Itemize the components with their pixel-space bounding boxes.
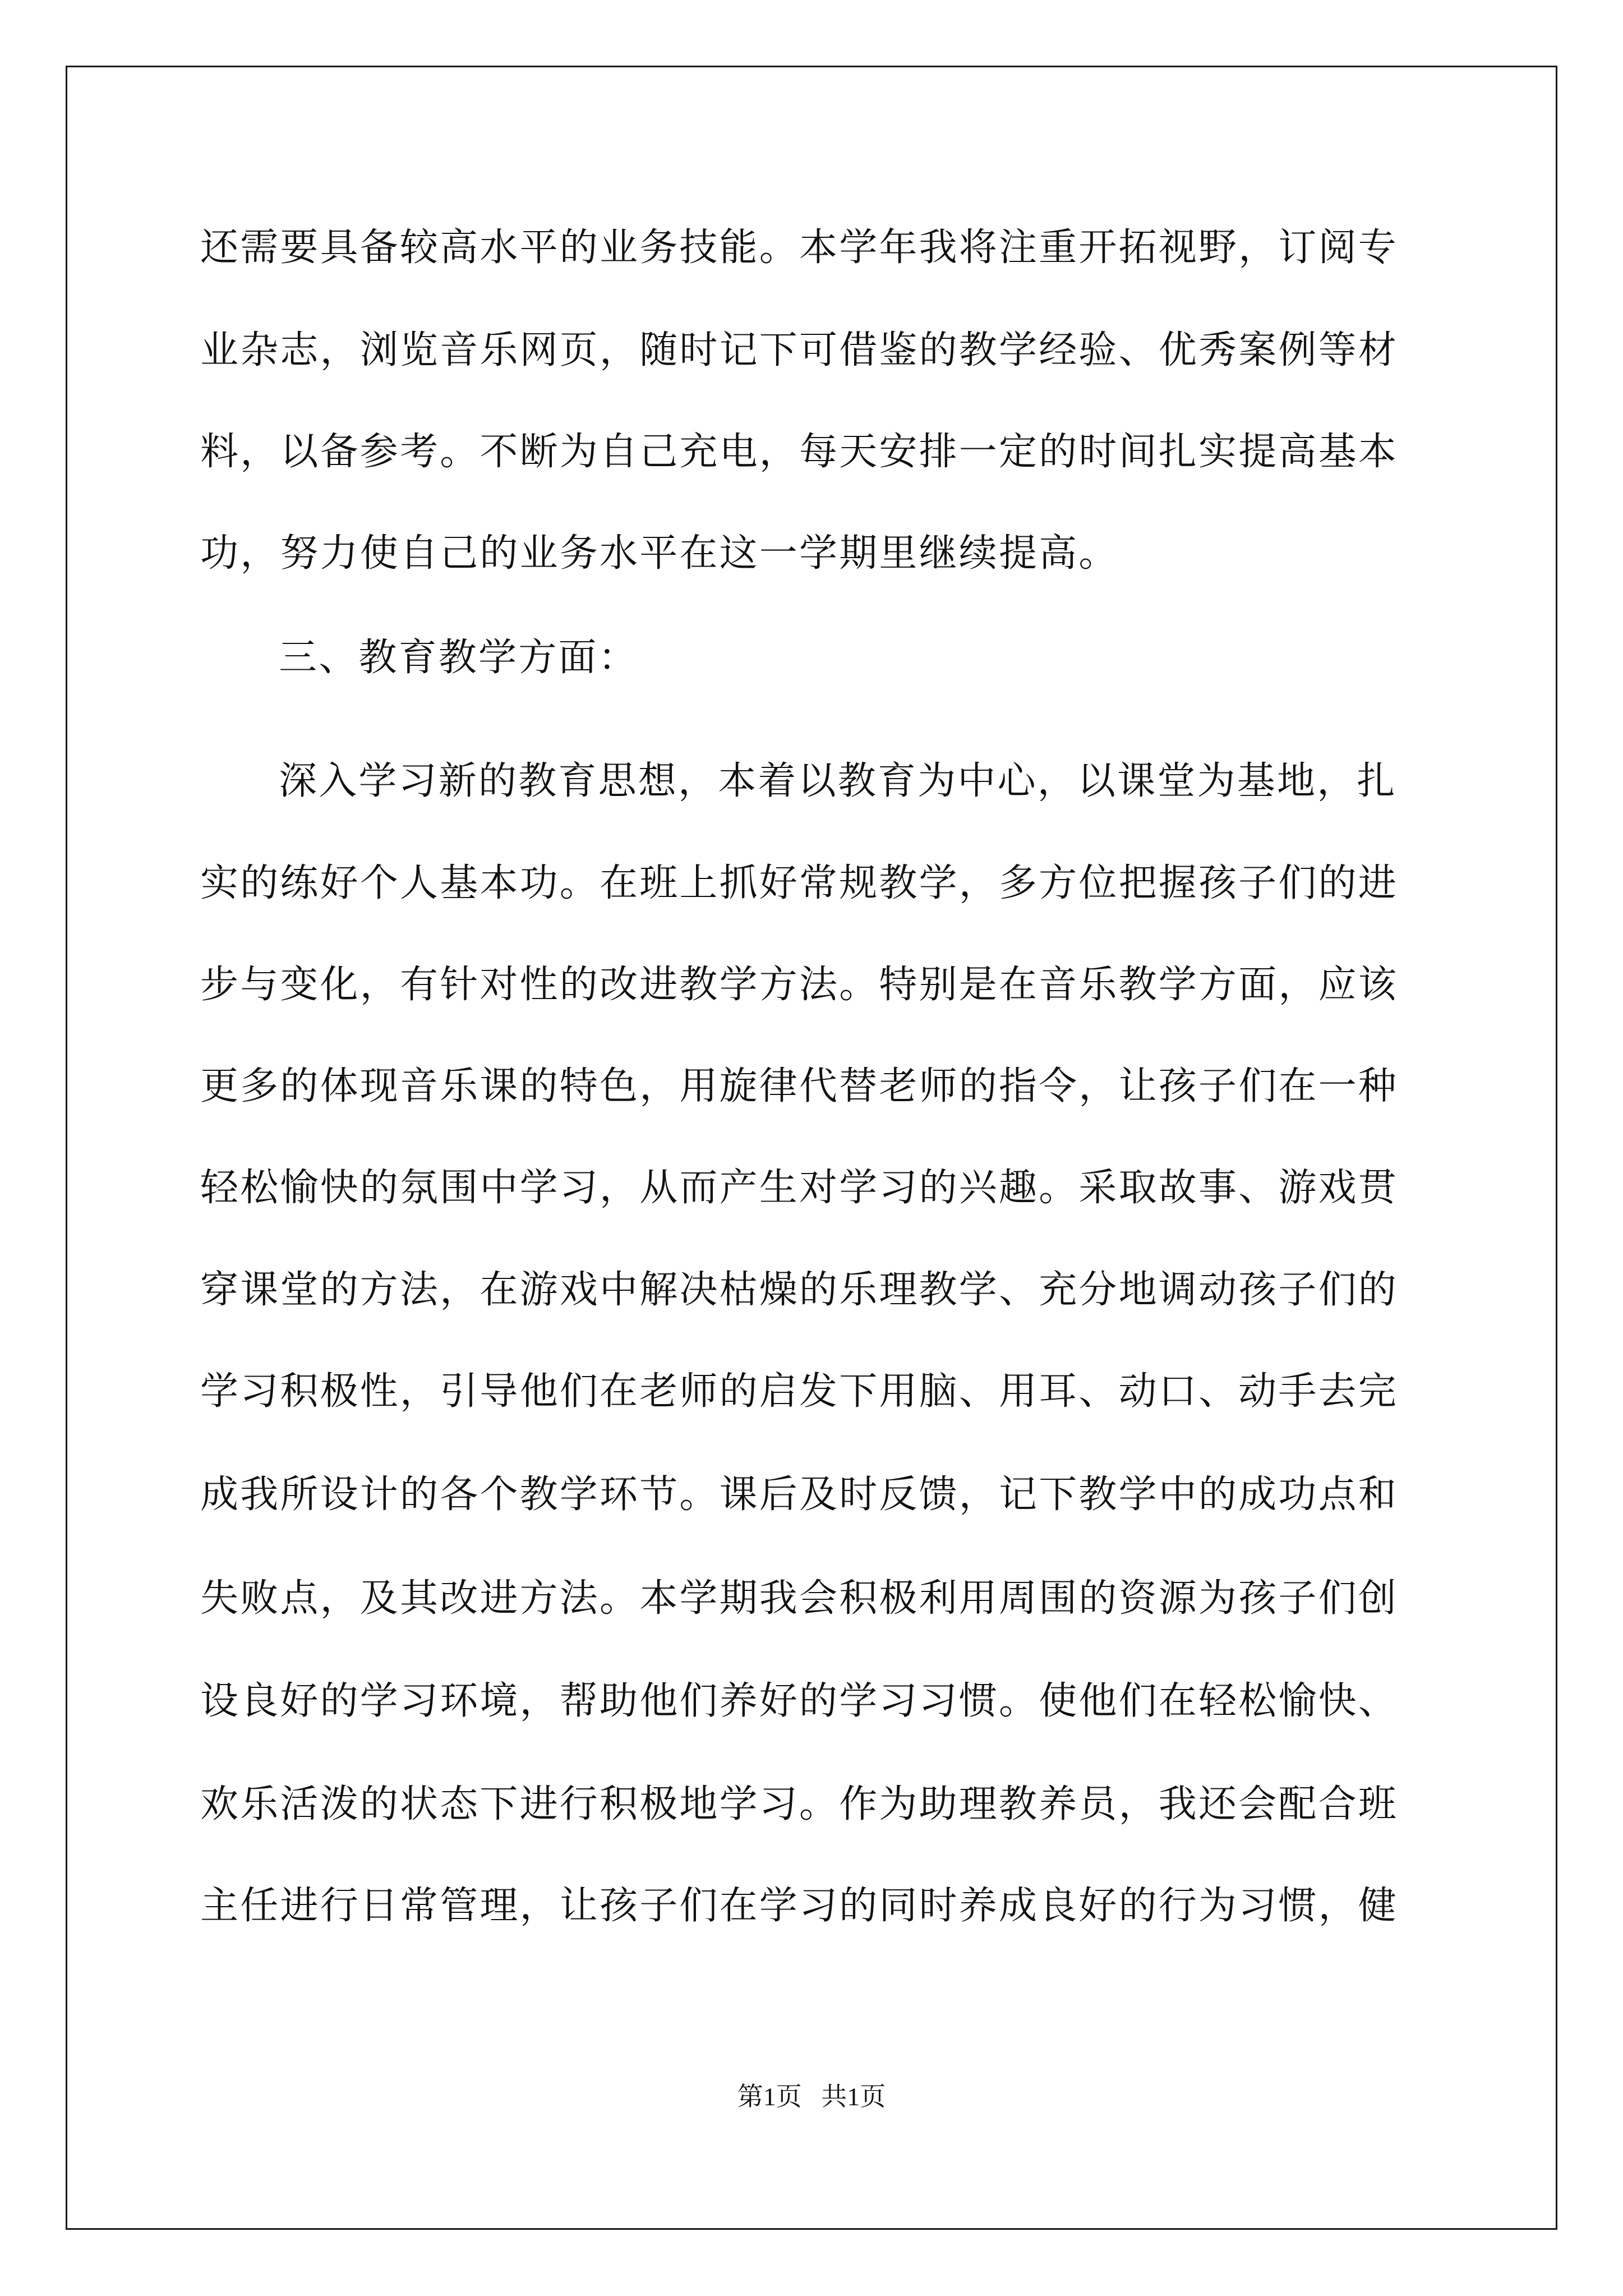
section-heading: 三、教育教学方面： [279,636,638,680]
text-line: 轻松愉快的氛围中学习，从而产生对学习的兴趣。采取故事、游戏贯 [200,1166,1399,1210]
text-line: 深入学习新的教育思想，本着以教育为中心，以课堂为基地，扎 [279,759,1397,803]
text-line: 实的练好个人基本功。在班上抓好常规教学，多方位把握孩子们的进 [200,861,1399,905]
text-line: 成我所设计的各个教学环节。课后及时反馈，记下教学中的成功点和 [200,1473,1399,1517]
text-line: 还需要具备较高水平的业务技能。本学年我将注重开拓视野，订阅专 [200,226,1399,270]
text-line: 主任进行日常管理，让孩子们在学习的同时养成良好的行为习惯，健 [200,1884,1399,1928]
text-line: 料，以备参考。不断为自己充电，每天安排一定的时间扎实提高基本 [200,430,1399,474]
text-line: 更多的体现音乐课的特色，用旋律代替老师的指令，让孩子们在一种 [200,1064,1399,1108]
text-line: 穿课堂的方法，在游戏中解决枯燥的乐理教学、充分地调动孩子们的 [200,1268,1399,1312]
text-line: 设良好的学习环境，帮助他们养好的学习习惯。使他们在轻松愉快、 [200,1679,1399,1723]
text-line: 业杂志，浏览音乐网页，随时记下可借鉴的教学经验、优秀案例等材 [200,328,1399,372]
page-number-footer: 第1页 共1页 [737,2082,886,2111]
text-line: 步与变化，有针对性的改进教学方法。特别是在音乐教学方面，应该 [200,963,1399,1007]
text-line: 欢乐活泼的状态下进行积极地学习。作为助理教养员，我还会配合班 [200,1782,1399,1826]
text-line: 学习积极性，引导他们在老师的启发下用脑、用耳、动口、动手去完 [200,1369,1399,1414]
text-line: 功，努力使自己的业务水平在这一学期里继续提高。 [200,531,1119,576]
text-line: 失败点，及其改进方法。本学期我会积极利用周围的资源为孩子们创 [200,1576,1399,1621]
